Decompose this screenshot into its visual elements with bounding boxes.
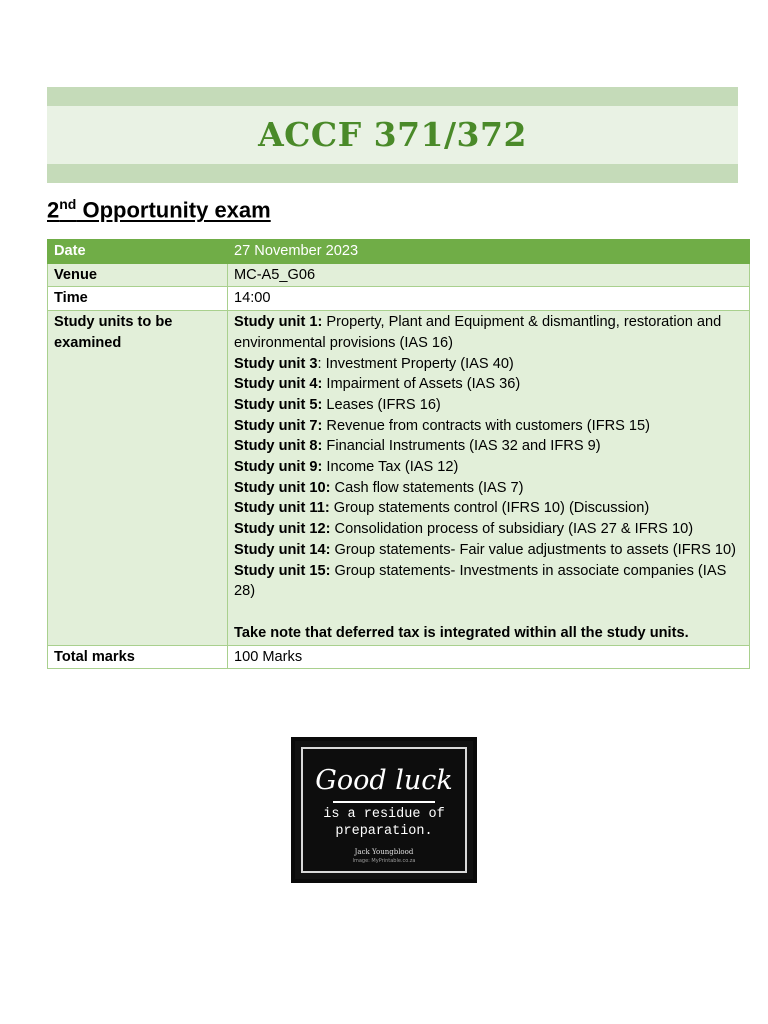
study-unit-label: Study unit 3 xyxy=(234,355,318,372)
study-unit-item xyxy=(234,312,743,353)
study-unit-text: : Investment Property (IAS 40) xyxy=(317,355,514,372)
poster-frame xyxy=(301,747,467,873)
study-unit-text: Revenue from contracts with customers (IFRS 15) xyxy=(322,417,651,434)
study-unit-label: Study unit 1: xyxy=(234,314,323,331)
poster-rule xyxy=(333,801,435,803)
study-unit-text: Group statements control (IFRS 10) (Discussion) xyxy=(329,500,650,517)
row-date xyxy=(48,240,750,264)
poster-credit: Image: MyPrintable.co.za xyxy=(352,858,416,864)
course-title: ACCF 371/372 xyxy=(258,115,527,154)
deferred-tax-note: Take note that deferred tax is integrated within all the study units. xyxy=(234,624,689,641)
date-value: 27 November 2023 xyxy=(228,240,750,264)
study-units-cell xyxy=(228,311,750,646)
study-unit-item xyxy=(234,457,743,478)
row-time xyxy=(48,287,750,311)
exam-heading-text: Opportunity exam xyxy=(76,197,271,223)
study-unit-text: Leases (IFRS 16) xyxy=(322,396,441,413)
study-unit-text: Group statements- Fair value adjustments to assets (IFRS 10) xyxy=(330,541,737,558)
exam-info-table xyxy=(47,239,750,669)
study-unit-item xyxy=(234,540,743,561)
course-banner xyxy=(47,87,738,183)
study-unit-item xyxy=(234,561,743,602)
row-venue xyxy=(48,263,750,287)
poster-line-preparation: preparation. xyxy=(335,824,433,839)
study-unit-label: Study unit 12: xyxy=(234,521,331,538)
banner-bottom-band xyxy=(47,164,738,183)
time-label: Time xyxy=(48,287,228,311)
exam-heading-ordinal: nd xyxy=(59,196,77,212)
good-luck-poster xyxy=(291,737,477,883)
poster-line-residue: is a residue of xyxy=(323,807,445,822)
study-unit-label: Study unit 10: xyxy=(234,479,331,496)
banner-top-band xyxy=(47,87,738,106)
exam-heading xyxy=(47,196,271,223)
date-label: Date xyxy=(48,240,228,264)
study-unit-item xyxy=(234,519,743,540)
study-unit-item xyxy=(234,436,743,457)
study-unit-text: Financial Instruments (IAS 32 and IFRS 9) xyxy=(322,438,601,455)
total-marks-label: Total marks xyxy=(48,645,228,669)
study-unit-label: Study unit 5: xyxy=(234,396,323,413)
study-unit-item xyxy=(234,354,743,375)
study-unit-text: Group statements- Investments in associate companies (IAS 28) xyxy=(234,562,727,600)
time-value: 14:00 xyxy=(228,287,750,311)
study-unit-item xyxy=(234,374,743,395)
study-unit-text: Impairment of Assets (IAS 36) xyxy=(322,376,521,393)
venue-value: MC-A5_G06 xyxy=(228,263,750,287)
row-total-marks xyxy=(48,645,750,669)
study-unit-label: Study unit 9: xyxy=(234,459,323,476)
study-unit-text: Consolidation process of subsidiary (IAS 27 & IFRS 10) xyxy=(330,521,694,538)
study-unit-text: Income Tax (IAS 12) xyxy=(322,459,459,476)
study-unit-label: Study unit 7: xyxy=(234,417,323,434)
poster-line-good-luck: Good luck xyxy=(315,765,453,796)
study-unit-item xyxy=(234,416,743,437)
study-unit-item xyxy=(234,478,743,499)
study-unit-label: Study unit 4: xyxy=(234,376,323,393)
total-marks-value: 100 Marks xyxy=(228,645,750,669)
poster-author: Jack Youngblood xyxy=(354,848,414,856)
study-unit-item xyxy=(234,498,743,519)
study-unit-label: Study unit 8: xyxy=(234,438,323,455)
study-unit-text: Cash flow statements (IAS 7) xyxy=(330,479,524,496)
exam-heading-number: 2 xyxy=(47,197,60,223)
study-units-label: Study units to be examined xyxy=(48,311,228,646)
study-unit-item xyxy=(234,395,743,416)
study-unit-label: Study unit 11: xyxy=(234,500,330,517)
study-unit-label: Study unit 14: xyxy=(234,541,331,558)
venue-label: Venue xyxy=(48,263,228,287)
row-study-units xyxy=(48,311,750,646)
study-unit-text: Property, Plant and Equipment & dismantling, restoration and environmental provisions (IAS 16) xyxy=(234,314,722,351)
study-unit-label: Study unit 15: xyxy=(234,562,331,579)
